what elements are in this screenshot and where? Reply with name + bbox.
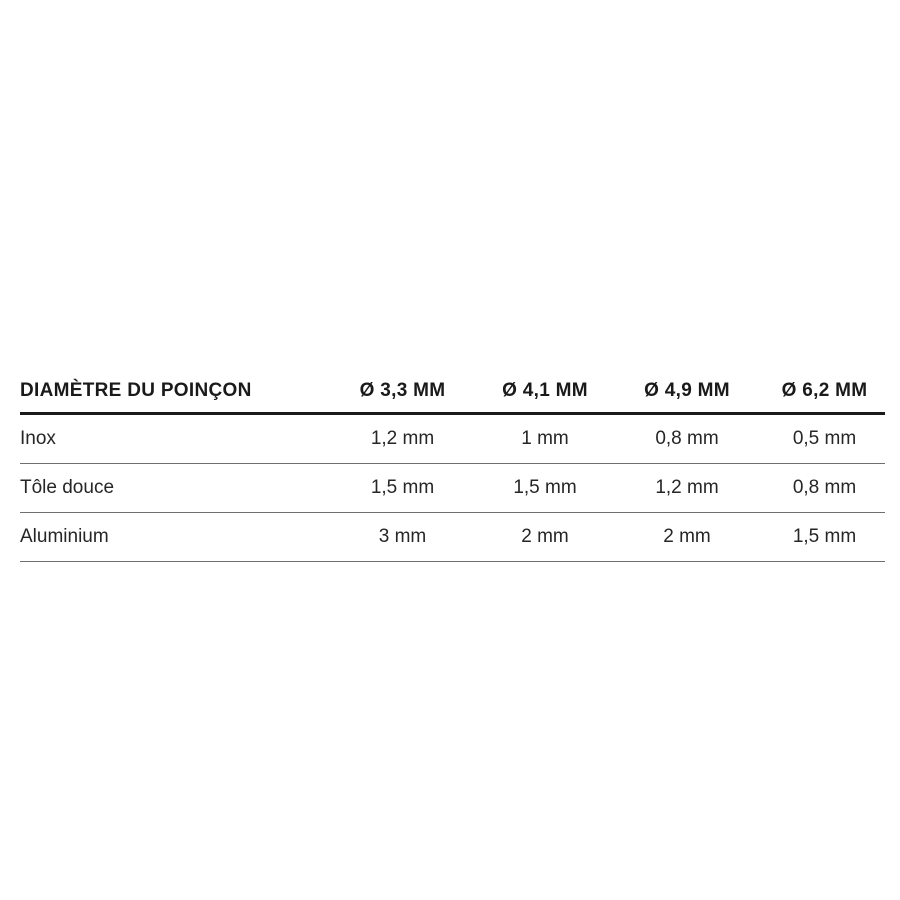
table-cell: 0,5 mm [752,414,885,464]
table-cell: 1 mm [468,414,610,464]
row-material-label: Aluminium [20,513,325,562]
table-row [20,513,885,562]
table-cell: 0,8 mm [752,464,885,513]
header-diameter-3-3: Ø 3,3 MM [325,370,468,414]
table-cell: 2 mm [610,513,752,562]
header-diameter-4-1: Ø 4,1 MM [468,370,610,414]
table-row [20,464,885,513]
table-cell: 1,5 mm [752,513,885,562]
header-diameter-4-9: Ø 4,9 MM [610,370,752,414]
row-material-label: Inox [20,414,325,464]
table-row [20,414,885,464]
table-cell: 0,8 mm [610,414,752,464]
table-cell: 1,5 mm [325,464,468,513]
table-cell: 1,2 mm [325,414,468,464]
table-cell: 3 mm [325,513,468,562]
row-material-label: Tôle douce [20,464,325,513]
table-cell: 1,5 mm [468,464,610,513]
header-punch-diameter: DIAMÈTRE DU POINÇON [20,370,325,414]
table-cell: 2 mm [468,513,610,562]
table-header-row [20,370,885,414]
punch-diameter-table [20,370,885,562]
header-diameter-6-2: Ø 6,2 MM [752,370,885,414]
table-cell: 1,2 mm [610,464,752,513]
